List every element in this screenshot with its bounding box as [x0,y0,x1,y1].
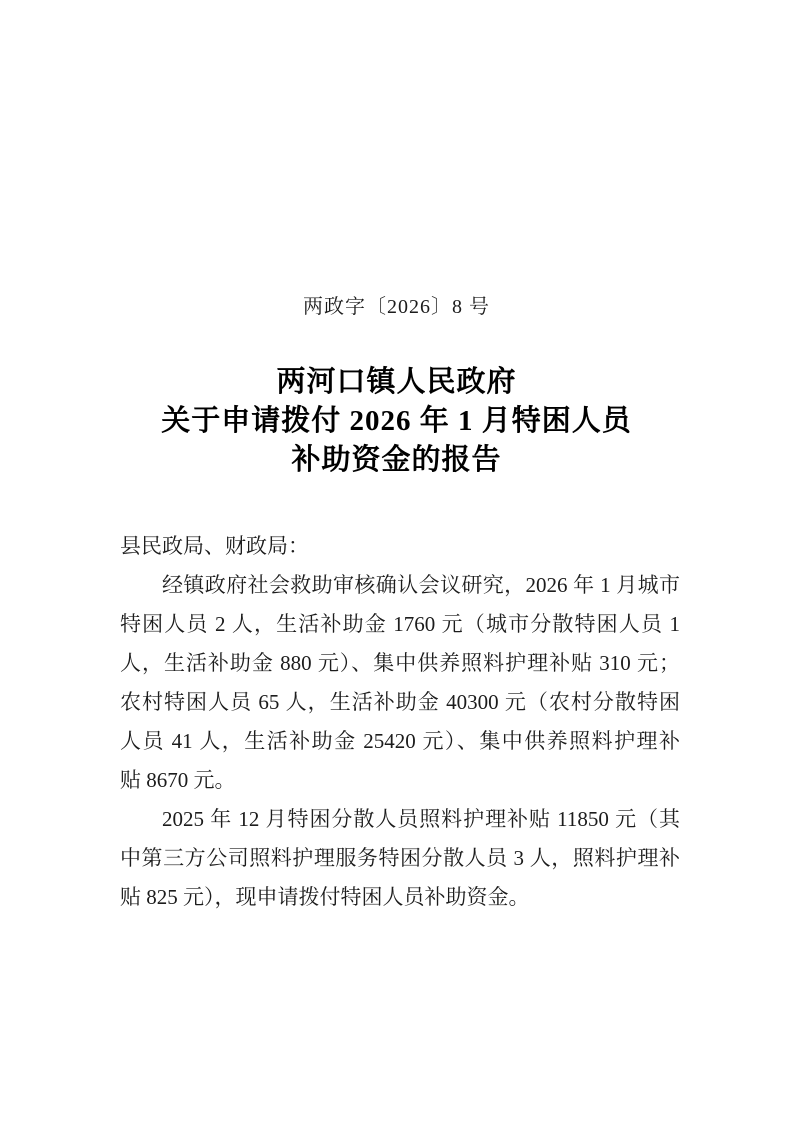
salutation: 县民政局、财政局： [120,534,309,558]
body-line: 人，生活补助金 880 元）、集中供养照料护理补贴 310 元； [120,651,680,675]
body-line: 贴 825 元），现申请拨付特困人员补助资金。 [120,885,530,909]
document-body [120,527,680,917]
document-title [0,363,793,480]
title-line-3: 补助资金的报告 [291,444,502,476]
body-line: 经镇政府社会救助审核确认会议研究，2026 年 1 月城市 [162,573,680,597]
doc-number: 两政字〔2026〕8 号 [303,296,490,318]
title-line-2: 关于申请拨付 2026 年 1 月特困人员 [161,405,632,437]
body-line: 贴 8670 元。 [120,768,236,792]
body-line: 2025 年 12 月特困分散人员照料护理补贴 11850 元（其 [162,807,680,831]
body-line: 农村特困人员 65 人，生活补助金 40300 元（农村分散特困 [120,690,680,714]
body-line: 人员 41 人，生活补助金 25420 元）、集中供养照料护理补 [120,729,680,753]
body-line: 特困人员 2 人，生活补助金 1760 元（城市分散特困人员 1 [120,612,680,636]
paragraphs [120,566,680,917]
title-line-1: 两河口镇人民政府 [276,366,517,398]
body-line: 中第三方公司照料护理服务特困分散人员 3 人，照料护理补 [120,846,680,870]
